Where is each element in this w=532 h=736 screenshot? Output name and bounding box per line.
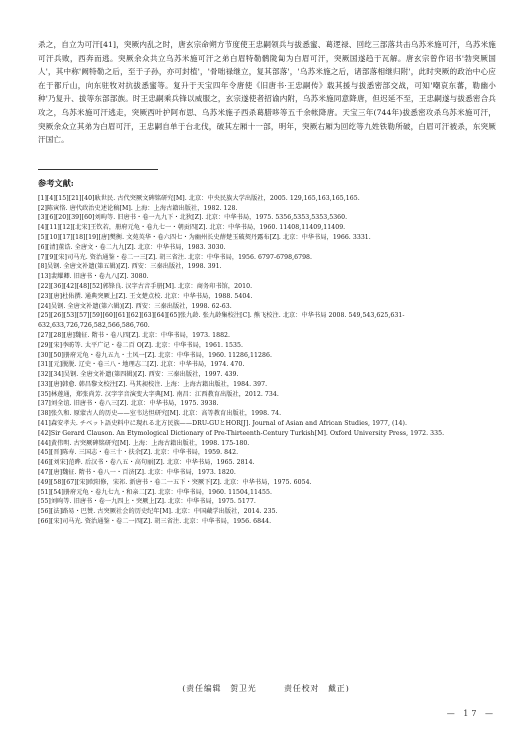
reference-item: [5][10][17][18][19][唐]樊衡. 文苑英华・卷六四七・为幽州长史薛楚玉破契丹露布[Z]. 北京：中华书局，1966. 3331. — [38, 233, 371, 241]
reference-item: [44]黄伟明. 古突厥碑铭研究[M]. 上海：上海古籍出版社，1998. 175-180. — [38, 439, 250, 447]
reference-item: [3][6][20][39][60]刘昫等. 旧唐书・卷一九九下・北狄[Z]. 北京：中华书局，1975. 5356,5353,5353,5360. — [38, 214, 348, 222]
reference-item: [13]裴耀卿. 旧唐书・卷九八[Z]. 3080. — [38, 273, 149, 281]
references-divider — [38, 169, 158, 170]
reference-item: [45][晋]陈寿. 三国志・卷三十・扶余[Z]. 北京：中华书局，1959. 842. — [38, 449, 239, 457]
reference-item: [35]林莲通，郑张尚芳. 汉字字音演变大字典[M]. 南昌：江西教育出版社，2012. 734. — [38, 390, 279, 398]
editor-credits — [0, 683, 532, 694]
reference-item: [37]刘全谊. 旧唐书・卷八三[Z]. 北京：中华书局，1975. 3938. — [38, 400, 219, 408]
responsible-editor: (责任编辑 贺卫光 — [182, 684, 257, 693]
reference-item: [47][唐]魏征. 隋书・卷八一・百济[Z]. 北京：中华书局，1973. 1820. — [38, 469, 236, 477]
reference-item: [2]陈寅恪. 唐代政治史述论稿[M]. 上海：上海古籍出版社，1982. 128. — [38, 204, 238, 212]
reference-item: [29][宋]李昉等. 太平广记・卷二百 O[Z]. 北京：中华书局，1961. 1535. — [38, 341, 244, 349]
reference-item: [27][28][唐]魏征. 隋书・卷八四[Z]. 北京：中华书局，1973. 1882. — [38, 331, 231, 339]
reference-item: [31][元]脱脱. 辽史・卷三八・地理志二[Z]. 北京：中华书局，1974. 470. — [38, 361, 245, 369]
body-text — [38, 38, 496, 147]
references-title: 参考文献: — [38, 177, 74, 188]
reference-list — [38, 194, 496, 527]
reference-item: [7][9][宋]司马光. 资治通鉴・卷二一三[Z]. 胡三省注. 北京：中华书局，1956. 6797-6798,6798. — [38, 253, 313, 261]
reference-item: [30][50]册府元龟・卷九五九・土风一[Z]. 北京：中华书局，1960. 11286,11286. — [38, 351, 272, 359]
reference-item: [55]刘昫等. 旧唐书・卷一九四上・突厥上[Z]. 北京：中华书局，1975. 5177. — [38, 498, 256, 506]
reference-item: [4][11][12][北宋]王钦若，册府元龟・卷九七一・朝贡四[Z]. 北京：中华书局，1960. 11408,11409,11409. — [38, 224, 346, 232]
reference-item: [8]吴钢. 全唐文补遗(第五辑)[Z]. 西安：三秦出版社，1998. 391. — [38, 263, 222, 271]
reference-item: [1][4][15][21][40]耿世民. 古代突厥文碑铭研究[M]. 北京：中央民族大学出版社，2005. 129,165,163,165,165. — [38, 194, 360, 202]
article-page — [38, 38, 496, 527]
reference-item: [32][34]吴钢. 全唐文补遗(第四辑)[Z]. 西安：三秦出版社，1997. 439. — [38, 371, 239, 379]
reference-item: [38]张久和. 原蒙古人的历史——室韦达怛研究[M]. 北京：高等教育出版社，1998. 74. — [38, 410, 282, 418]
reference-item: [25][26][53][57][59][60][61][62][63][64][65]张九龄. 张九龄集校注[C]. 熊飞校注. 北京：中华书局 2008. 549,543,625,631-632,633,726,726,582,566,586,760. — [38, 312, 405, 330]
reference-item: [66][宋]司马光. 资治通鉴・卷二一四[Z]. 胡三省注. 北京：中华书局，1956. 6844. — [38, 518, 272, 526]
reference-item: [6][清]董诰. 全唐文・卷二九九[Z]. 北京：中华书局，1983. 3030. — [38, 243, 226, 251]
reference-item: [46][刘宋]范晔. 后汉书・卷八五・高句丽[Z]. 北京：中华书局，1965. 2814. — [38, 459, 255, 467]
page-number: — 17 — — [446, 709, 496, 718]
reference-item: [24]吴钢. 全唐文补遗(第六辑)[Z]. 西安：三秦出版社，1998. 62-63. — [38, 302, 232, 310]
reference-item: [33][唐]韩愈. 韩昌黎文校注[Z]. 马其昶校注. 上海：上海古籍出版社，1984. 397. — [38, 380, 268, 388]
reference-item: [23][唐]杜佑撰. 通典突厥上[Z]. 王文楚点校. 北京：中华书局，1988. 5404. — [38, 292, 253, 300]
reference-item: [49][58][67][宋]欧阳修，宋祁. 新唐书・卷二一五下・突厥下[Z]. 北京：中华书局，1975. 6054. — [38, 478, 312, 486]
reference-item: [56][法]路易・巴赞. 古突厥社会的历史纪年[M]. 北京：中国藏学出版社，2014. 235. — [38, 508, 278, 516]
reference-item: [51][54]册府元龟・卷九七九・和亲二[Z]. 北京：中华书局，1960. 11504,11455. — [38, 488, 272, 496]
reference-item: [22][36][42][48][52]郭锋良. 汉字古音手册[M]. 北京：商务印书馆，2010. — [38, 282, 253, 290]
body-paragraph: 杀之，自立为可汗[41]，突厥内乱之时，唐玄宗命朔方节度使王忠嗣领兵与拔悉蜜、葛逻禄、回纥三部落共击乌苏米施可汗，乌苏米施可汗兵败，西奔而逃。突厥余众共立乌苏米施可汗之弟白眉特勒鹘陇匐为白眉可汗，突厥国遂趋于瓦解。唐玄宗曾作诏书'勃突厥国人'，其中称'阙特勒之后，至于子孙，亦可封植'，'骨咄禄继立，复其部落'，'乌苏米施之后，诸部落相继归附'，此时突厥的政治中心应在于都斤山，向东驻牧对抗拔悉蜜等。复升于天宝四年令唐使《旧唐书·王忠嗣传》载其援与拔悉密部交战，可知'嘲哀东蕃，勒幽小种'乃复升、拔等东部部族。时王忠嗣乘兵锋以威服之，玄宗遂使者招谕内附，乌苏米施同意降唐，但迟延不至，王忠嗣遂与拔悉密合兵攻之，乌苏米施可汗逃走，突厥西叶护阿布思、乌苏米施子西杀葛腊哆等五千余帐降唐。天宝三年(744年)拔悉密攻杀乌苏米施可汗，突厥余众立其弟为白眉可汗，王忠嗣自单于台北伐，破其左厢十一部，明年，突厥右厢为回纥等九姓铁勒所破，白眉可汗被杀，东突厥汗国亡。 — [38, 40, 496, 145]
responsible-proofreader: 责任校对 戴正) — [284, 684, 350, 693]
reference-item: [42]Sir Gerard Clauson. An Etymological Dictionary of Pre-Thirteenth-Century Turkish[M]. Oxford University Press, 1972. 335. — [38, 429, 445, 437]
reference-item: [41]森安孝夫. チベット語史料中に現れる北方民族——DRU-GUとHOR[J]. Journal of Asian and African Studies, 1977, (14). — [38, 420, 407, 428]
